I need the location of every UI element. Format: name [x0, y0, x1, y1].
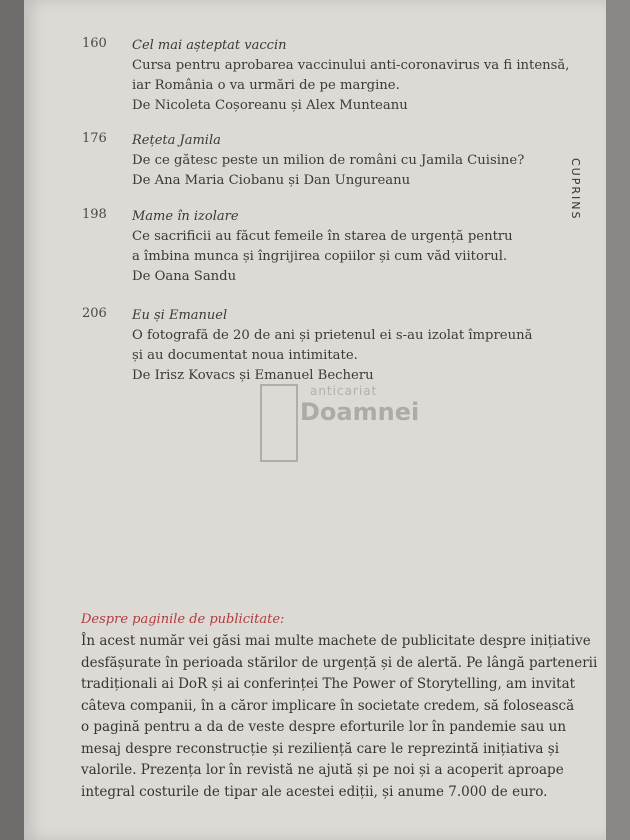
toc-entry-body: [132, 306, 542, 386]
toc-entry-line: Cursa pentru aprobarea vaccinului anti-coronavirus va fi intensă,: [132, 58, 570, 73]
section-label-cuprins: CUPRINS: [569, 158, 582, 221]
toc-entry-body: [132, 36, 570, 116]
advertising-note-line: valorile. Prezența lor în revistă ne ajută și pe noi și a acoperit aproape: [81, 762, 564, 778]
toc-entry-line: Ce sacrificii au făcut femeile în starea de urgență pentru: [132, 229, 513, 244]
toc-entry-title: Mame în izolare: [132, 209, 239, 224]
watermark-small-text: anticariat: [310, 384, 378, 398]
advertising-note-line: desfășurate în perioada stărilor de urgență și de alertă. Pe lângă partenerii: [81, 654, 598, 671]
toc-entry-title: Eu și Emanuel: [132, 308, 228, 323]
toc-entry-author: De Irisz Kovacs și Emanuel Becheru: [132, 368, 374, 383]
advertising-note-line: În acest număr vei găsi mai multe machete de publicitate despre inițiative: [81, 633, 591, 649]
advertising-note: [81, 611, 601, 803]
watermark-big-text: Doamnei: [300, 398, 420, 426]
watermark-logo: [260, 384, 450, 460]
watermark-book-icon: [260, 384, 298, 462]
toc-entry-line: și au documentat noua intimitate.: [132, 348, 358, 363]
advertising-note-heading: Despre paginile de publicitate:: [81, 612, 285, 627]
magazine-page: [24, 0, 606, 840]
toc-page-number: 198: [82, 207, 107, 222]
toc-entry-line: De ce gătesc peste un milion de români cu Jamila Cuisine?: [132, 153, 525, 168]
advertising-note-line: mesaj despre reconstrucție și reziliență care le reprezintă inițiativa și: [81, 740, 560, 757]
toc-page-number: 160: [82, 36, 107, 51]
toc-entry-line: O fotografă de 20 de ani și prietenul ei s-au izolat împreună: [132, 328, 533, 343]
advertising-note-line: tradiționali ai DoR și ai conferinței The Power of Storytelling, am invitat: [81, 676, 576, 692]
toc-page-number: 206: [82, 306, 107, 321]
toc-entry-title: Rețeta Jamila: [132, 133, 221, 148]
advertising-note-line: câteva companii, în a căror implicare în societate credem, să folosească: [81, 697, 575, 714]
toc-entry-body: [132, 207, 542, 287]
toc-entry-title: Cel mai așteptat vaccin: [132, 38, 287, 53]
toc-page-number: 176: [82, 131, 107, 146]
advertising-note-line: integral costurile de tipar ale acestei ediții, și anume 7.000 de euro.: [81, 783, 548, 800]
toc-entry-author: De Oana Sandu: [132, 269, 237, 284]
advertising-note-line: o pagină pentru a da de veste despre eforturile lor în pandemie sau un: [81, 719, 567, 735]
toc-entry-line: a îmbina munca și îngrijirea copiilor și cum văd viitorul.: [132, 249, 508, 264]
toc-entry-line: iar România o va urmări de pe margine.: [132, 78, 400, 93]
toc-entry-author: De Nicoleta Coșoreanu și Alex Munteanu: [132, 98, 408, 113]
book-spine-shadow: [0, 0, 24, 840]
toc-entry-body: [132, 131, 542, 191]
toc-entry-author: De Ana Maria Ciobanu și Dan Ungureanu: [132, 173, 411, 188]
